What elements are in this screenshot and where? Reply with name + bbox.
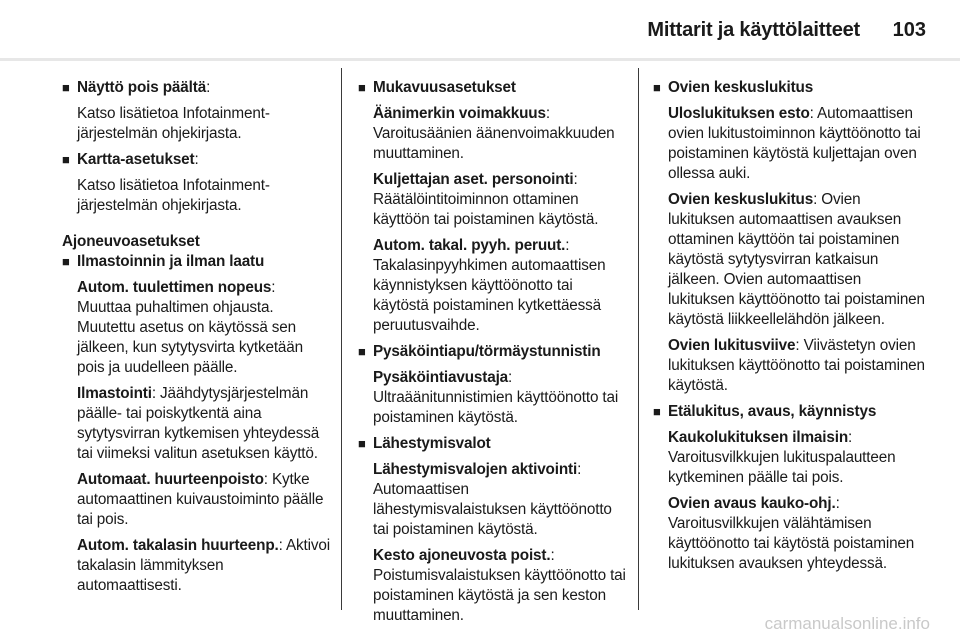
setting-entry [77, 278, 332, 378]
setting-desc: : Viivästetyn ovien lukituksen käyttöönotto tai poistaminen käytöstä. [668, 337, 925, 394]
item-title: Lähestymisvalot [373, 435, 491, 452]
setting-term: Pysäköintiavustaja [373, 369, 509, 386]
section-heading: Ajoneuvoasetukset [62, 233, 200, 250]
setting-term: Autom. takal. pyyh. peruut. [373, 237, 566, 254]
list-item: ■ Kartta-asetukset: Katso lisätietoa Infotainment-järjestelmän ohjekirjasta. [62, 150, 332, 216]
setting-term: Ovien avaus kauko-ohj. [668, 495, 836, 512]
setting-entry [373, 236, 626, 336]
setting-term: Uloslukituksen esto [668, 105, 810, 122]
bullet-icon: ■ [653, 80, 661, 95]
list-item [653, 402, 925, 574]
item-title: Pysäköintiapu/törmäystunnistin [373, 343, 601, 360]
setting-term: Äänimerkin voimakkuus [373, 105, 546, 122]
list-item [358, 78, 626, 336]
setting-entry [668, 428, 925, 488]
setting-desc: : Ultraäänitunnistimien käyttöönotto tai poistaminen käytöstä. [373, 369, 619, 426]
list-item: ■ Näyttö pois päältä: Katso lisätietoa Infotainment-järjestelmän ohjekirjasta. [62, 78, 332, 144]
item-title: Mukavuusasetukset [373, 79, 516, 96]
setting-entry [77, 384, 332, 464]
setting-entry [373, 368, 626, 428]
setting-term: Ovien keskuslukitus [668, 191, 814, 208]
setting-desc: : Varoitusvilkkujen lukituspalautteen kytkeminen päälle tai pois. [668, 429, 896, 486]
setting-desc: : Aktivoi takalasin lämmityksen automaattisesti. [77, 537, 331, 594]
watermark-text: carmanualsonline.info [764, 614, 930, 633]
item-title: Kartta-asetukset [77, 151, 195, 168]
column-2 [358, 78, 626, 632]
setting-entry [373, 546, 626, 626]
header-divider [0, 58, 960, 61]
bullet-icon: ■ [62, 254, 70, 269]
setting-desc: : Poistumisvalaistuksen käyttöönotto tai poistaminen käytöstä ja sen keston muuttaminen. [373, 547, 626, 624]
setting-desc: : Kytke automaattinen kuivaustoiminto päälle tai pois. [77, 471, 324, 528]
setting-term: Kuljettajan aset. personointi [373, 171, 574, 188]
list-item [62, 252, 332, 596]
item-text: Katso lisätietoa Infotainment-järjestelmän ohjekirjasta. [77, 105, 270, 142]
bullet-icon: ■ [358, 80, 366, 95]
item-title: Näyttö pois päältä [77, 79, 207, 96]
setting-desc: : Automaattisen lähestymisvalaistuksen käyttöönotto tai poistaminen käytöstä. [373, 461, 612, 538]
item-title: Etälukitus, avaus, käynnistys [668, 403, 877, 420]
bullet-icon: ■ [62, 152, 70, 167]
setting-desc: : Ovien lukituksen automaattisen avauksen ottaminen käyttöön tai poistaminen käytöstä sytytysvirran katkaisun jälkeen. Ovien automaattisen lukituksen käyttöönotto tai poistaminen käytöstä liikkeellelähdön jälkeen. [668, 191, 925, 328]
setting-term: Automaat. huurteenpoisto [77, 471, 264, 488]
list-item [653, 78, 925, 396]
setting-entry [668, 336, 925, 396]
setting-term: Ovien lukitusviive [668, 337, 796, 354]
page-title: Mittarit ja käyttölaitteet [647, 19, 860, 41]
bullet-icon: ■ [62, 80, 70, 95]
setting-entry [668, 190, 925, 330]
setting-desc: : Räätälöintitoiminnon ottaminen käyttöön tai poistaminen käytöstä. [373, 171, 599, 228]
bullet-icon: ■ [653, 404, 661, 419]
setting-desc: : Takalasinpyyhkimen automaattisen käynnistyksen käyttöönotto tai käytöstä poistaminen kytkettäessä peruutusvaihde. [373, 237, 606, 334]
setting-term: Autom. takalasin huurteenp. [77, 537, 279, 554]
setting-entry [373, 104, 626, 164]
setting-desc: : Varoitusvilkkujen välähtämisen käyttöönotto tai käytöstä poistaminen lukituksen avauksen yhteydessä. [668, 495, 915, 572]
setting-desc: : Varoitusäänien äänenvoimakkuuden muuttaminen. [373, 105, 615, 162]
setting-entry [373, 170, 626, 230]
column-divider [638, 68, 639, 610]
column-divider [341, 68, 342, 610]
page-header [0, 0, 960, 52]
setting-term: Kaukolukituksen ilmaisin [668, 429, 849, 446]
list-item [358, 434, 626, 626]
setting-desc: : Jäähdytysjärjestelmän päälle- tai poiskytkentä aina sytytysvirran kytkemisen yhteydessä tai viimeksi valitun asetuksen käyttö. [77, 385, 320, 462]
page-number: 103 [892, 19, 926, 41]
setting-entry [77, 536, 332, 596]
setting-entry [668, 494, 925, 574]
bullet-icon: ■ [358, 436, 366, 451]
column-3 [653, 78, 925, 580]
list-item [358, 342, 626, 428]
item-title: Ilmastoinnin ja ilman laatu [77, 253, 265, 270]
bullet-icon: ■ [358, 344, 366, 359]
setting-desc: : Muuttaa puhaltimen ohjausta. Muutettu asetus on käytössä sen jälkeen, kun sytytysvirta kytketään pois ja uudelleen päälle. [77, 279, 304, 376]
setting-entry [668, 104, 925, 184]
setting-term: Ilmastointi [77, 385, 152, 402]
setting-term: Kesto ajoneuvosta poist. [373, 547, 551, 564]
item-text: Katso lisätietoa Infotainment-järjestelmän ohjekirjasta. [77, 177, 270, 214]
setting-term: Lähestymisvalojen aktivointi [373, 461, 578, 478]
setting-term: Autom. tuulettimen nopeus [77, 279, 272, 296]
column-1 [62, 78, 332, 602]
setting-entry [373, 460, 626, 540]
item-title: Ovien keskuslukitus [668, 79, 814, 96]
setting-entry [77, 470, 332, 530]
setting-desc: : Automaattisen ovien lukitustoiminnon käyttöönotto tai poistaminen käytöstä kuljettajan oven ollessa auki. [668, 105, 921, 182]
